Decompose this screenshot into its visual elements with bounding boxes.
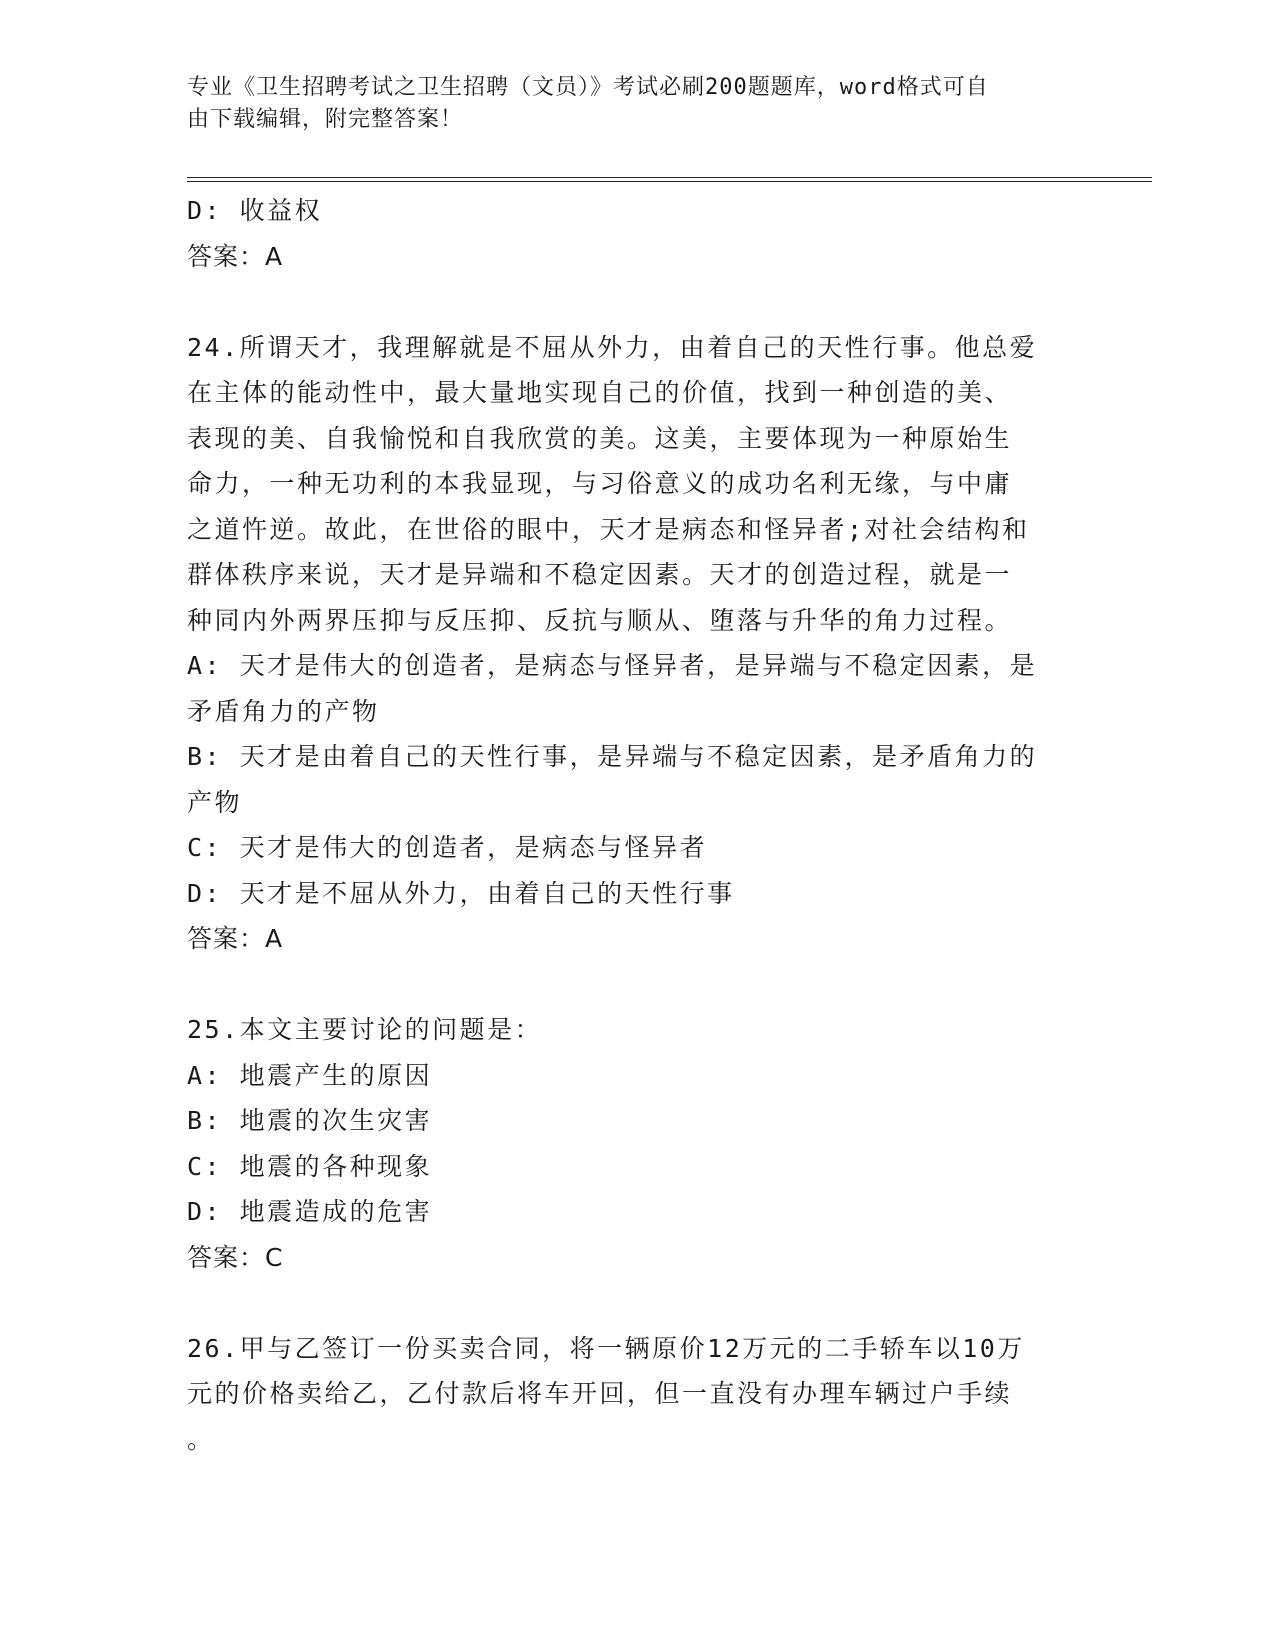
header-title-line-1: 专业《卫生招聘考试之卫生招聘（文员）》考试必刷200题题库，word格式可自 (187, 75, 989, 100)
answer-line: 答案：C (187, 1242, 284, 1272)
question-stem-line: 24.所谓天才，我理解就是不屈从外力，由着自己的天性行事。他总爱 (187, 332, 1038, 362)
option-b: B: 天才是由着自己的天性行事，是异端与不稳定因素，是矛盾角力的 (187, 742, 1038, 771)
question-23-tail (187, 188, 1087, 279)
question-stem-line: 命力，一种无功利的本我显现，与习俗意义的成功名利无缘，与中庸 (187, 469, 1013, 498)
question-stem-line: 25.本文主要讨论的问题是： (187, 1015, 543, 1044)
question-stem-line: 。 (187, 1424, 215, 1454)
question-stem-line: 之道忤逆。故此，在世俗的眼中，天才是病态和怪异者;对社会结构和 (187, 514, 1030, 544)
document-header (187, 72, 1067, 136)
option-a-continued: 矛盾角力的产物 (187, 696, 380, 726)
spacer (187, 962, 1087, 1008)
answer-line: 答案：A (187, 924, 284, 953)
question-stem-line: 表现的美、自我愉悦和自我欣赏的美。这美，主要体现为一种原始生 (187, 423, 1013, 453)
option-b: B: 地震的次生灾害 (187, 1106, 433, 1135)
header-divider-top (187, 177, 1152, 178)
option-d: D: 收益权 (187, 196, 323, 225)
option-d: D: 天才是不屈从外力，由着自己的天性行事 (187, 878, 735, 908)
answer-line: 答案：A (187, 241, 284, 271)
question-stem-line: 元的价格卖给乙，乙付款后将车开回，但一直没有办理车辆过户手续 (187, 1379, 1013, 1408)
document-body (187, 188, 1087, 1462)
question-stem-line: 26.甲与乙签订一份买卖合同，将一辆原价12万元的二手轿车以10万 (187, 1333, 1025, 1363)
question-stem-line: 群体秩序来说，天才是异端和不稳定因素。天才的创造过程，就是一 (187, 560, 1013, 589)
header-divider-bottom (187, 181, 1152, 182)
spacer (187, 279, 1087, 325)
question-24 (187, 325, 1087, 962)
option-b-continued: 产物 (187, 787, 243, 817)
spacer (187, 1280, 1087, 1326)
option-a: A: 地震产生的原因 (187, 1060, 433, 1090)
option-a: A: 天才是伟大的创造者，是病态与怪异者，是异端与不稳定因素，是 (187, 651, 1038, 680)
option-c: C: 地震的各种现象 (187, 1151, 433, 1181)
option-c: C: 天才是伟大的创造者，是病态与怪异者 (187, 833, 708, 862)
header-title-line-2: 由下载编辑，附完整答案！ (187, 107, 464, 132)
question-stem-line: 种同内外两界压抑与反压抑、反抗与顺从、堕落与升华的角力过程。 (187, 605, 1013, 635)
question-stem-line: 在主体的能动性中，最大量地实现自己的价值，找到一种创造的美、 (187, 378, 1013, 407)
option-d: D: 地震造成的危害 (187, 1197, 433, 1226)
question-26 (187, 1326, 1087, 1463)
question-25 (187, 1007, 1087, 1280)
